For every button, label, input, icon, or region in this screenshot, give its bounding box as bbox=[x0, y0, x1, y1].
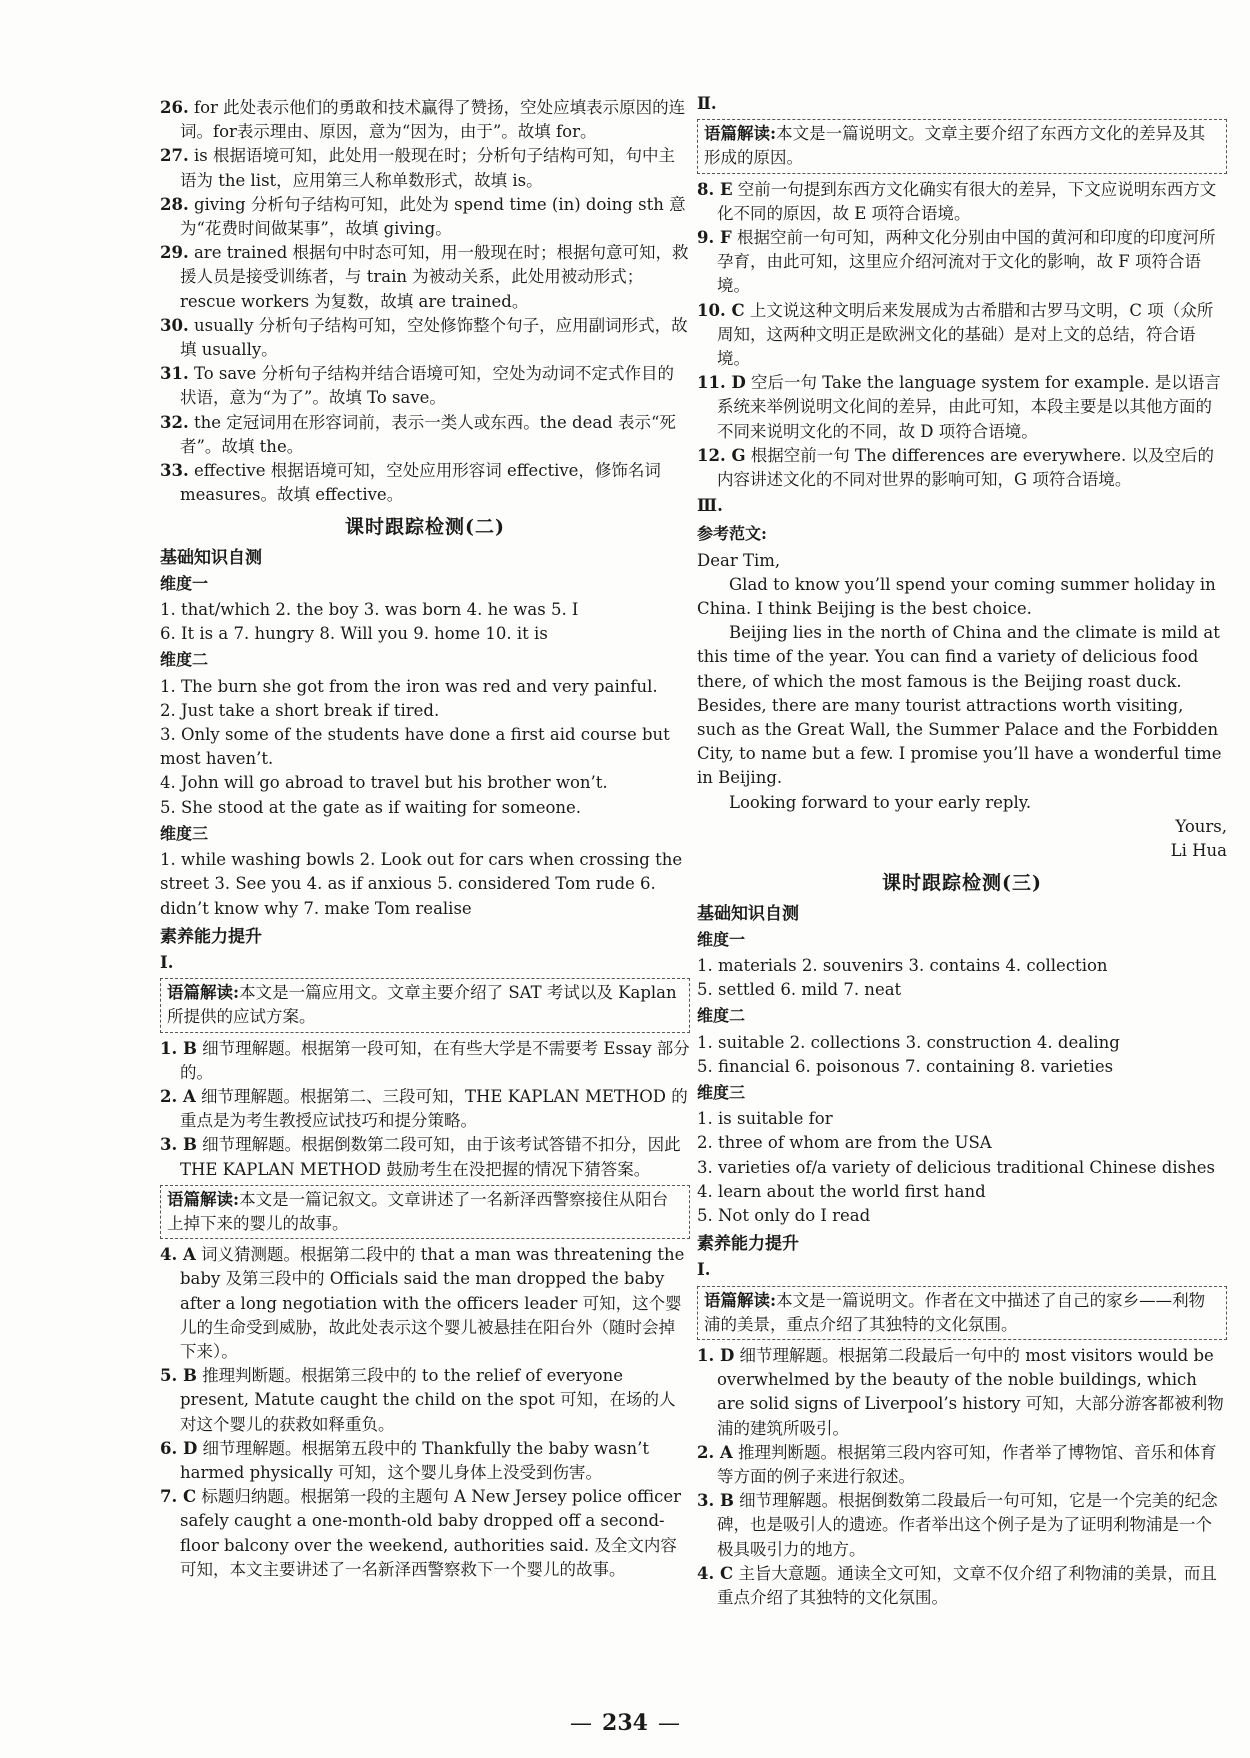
dim3-line: 2. three of whom are from the USA bbox=[697, 1133, 992, 1153]
answer-explanation: 细节理解题。根据第二段最后一句中的 most visitors would be overwhelmed by the beauty of the noble buildings, which are solid signs of Liverpool’s history 可知，大部分游客都被利物浦的建筑所吸引。 bbox=[717, 1345, 1224, 1438]
left-column bbox=[160, 96, 690, 1582]
answer-number: 8. E bbox=[697, 179, 733, 199]
answer-number: 11. D bbox=[697, 373, 746, 393]
answer-explanation: 空前一句提到东西方文化确实有很大的差异，下文应说明东西方文化不同的原因，故 E 项符合语境。 bbox=[717, 179, 1217, 223]
part-1-label: Ⅰ. bbox=[697, 1260, 711, 1280]
answer-item bbox=[160, 314, 690, 362]
answer-explanation: 根据空前一句 The differences are everywhere. 以及空后的内容讲述文化的不同对世界的影响可知，G 项符合语境。 bbox=[717, 445, 1214, 490]
dim3-line: 1. is suitable for bbox=[697, 1109, 833, 1129]
letter-paragraph: Beijing lies in the north of China and the climate is mild at this time of the year. You can find a variety of delicious food there, of which the most famous is the Beijing roast duck. Besides, there are many tourist attractions worth visiting, such as the Great Wall, the Summer Palace and the Forbidden City, to name but a few. I promise you’ll have a wonderful time in Beijing. bbox=[697, 623, 1222, 788]
dim3-line: 5. Not only do I read bbox=[697, 1205, 871, 1225]
answer-item bbox=[160, 193, 690, 241]
ability-heading: 素养能力提升 bbox=[160, 926, 262, 947]
answer-explanation: 推理判断题。根据第三段中的 to the relief of everyone present, Matute caught the child on the spot 可知，在场的人对这个婴儿的获救如释重负。 bbox=[180, 1366, 676, 1434]
box-label: 语篇解读: bbox=[167, 1189, 240, 1209]
box-text: 本文是一篇说明文。文章主要介绍了东西方文化的差异及其形成的原因。 bbox=[704, 124, 1206, 168]
answer-explanation: 细节理解题。根据倒数第二段最后一句可知，它是一个完美的纪念碑，也是吸引人的遗迹。作者举出这个例子是为了证明利物浦是一个极具吸引力的地方。 bbox=[717, 1491, 1218, 1559]
dimension-1-heading: 维度一 bbox=[697, 929, 746, 949]
answer-explanation: 细节理解题。根据第五段中的 Thankfully the baby wasn’t harmed physically 可知，这个婴儿身体上没受到伤害。 bbox=[180, 1438, 649, 1482]
section-title-2: 课时跟踪检测(二) bbox=[345, 516, 505, 539]
answer-item bbox=[160, 1485, 690, 1582]
dimension-2-heading: 维度二 bbox=[160, 650, 209, 670]
reading-note-box bbox=[697, 119, 1227, 173]
answer-number: 2. A bbox=[697, 1442, 733, 1462]
answer-number: 7. C bbox=[160, 1487, 197, 1507]
answer-explanation: 细节理解题。根据第一段可知，在有些大学是不需要考 Essay 部分的。 bbox=[180, 1038, 690, 1082]
dim1-line: 1. materials 2. souvenirs 3. contains 4. collection bbox=[697, 955, 1108, 975]
answer-explanation: 空后一句 Take the language system for example. 是以语言系统来举例说明文化间的差异，由此可知，本段主要是以其他方面的不同来说明文化的不同，故 D 项符合语境。 bbox=[717, 373, 1221, 441]
answer-explanation: giving 分析句子结构可知，此处为 spend time (in) doing sth 意为“花费时间做某事”，故填 giving。 bbox=[180, 194, 686, 239]
answer-explanation: the 定冠词用在形容词前，表示一类人或东西。the dead 表示“死者”。故填 the。 bbox=[180, 412, 676, 456]
answer-number: 28. bbox=[160, 194, 189, 214]
letter-signature: Li Hua bbox=[1170, 841, 1227, 861]
answer-number: 10. C bbox=[697, 300, 745, 320]
answer-item bbox=[160, 1037, 690, 1085]
answer-item bbox=[160, 1133, 690, 1181]
answer-explanation: 根据空前一句可知，两种文化分别由中国的黄河和印度的印度河所孕育，由此可知，这里应介绍河流对于文化的影响，故 F 项符合语境。 bbox=[717, 228, 1216, 296]
answer-explanation: To save 分析句子结构并结合语境可知，空处为动词不定式作目的状语，意为“为了”。故填 To save。 bbox=[180, 364, 675, 408]
box-label: 语篇解读: bbox=[704, 124, 777, 144]
dim2-line: 1. The burn she got from the iron was red and very painful. bbox=[160, 676, 658, 696]
answer-explanation: for 此处表示他们的勇敢和技术赢得了赞扬，空处应填表示原因的连词。for表示理由、原因，意为“因为，由于”。故填 for。 bbox=[180, 98, 686, 142]
answer-explanation: is 根据语境可知，此处用一般现在时；分析句子结构可知，句中主语为 the list，应用第三人称单数形式，故填 is。 bbox=[180, 146, 675, 190]
answer-item bbox=[160, 96, 690, 144]
answer-explanation: 推理判断题。根据第三段内容可知，作者举了博物馆、音乐和体育等方面的例子来进行叙述。 bbox=[717, 1442, 1217, 1486]
answer-number: 29. bbox=[160, 243, 189, 263]
answer-item bbox=[160, 144, 690, 192]
sample-letter bbox=[697, 549, 1227, 864]
dimension-1-heading: 维度一 bbox=[160, 573, 209, 593]
reading-note-box bbox=[160, 1185, 690, 1239]
answer-explanation: 细节理解题。根据第二、三段可知，THE KAPLAN METHOD 的重点是为考生教授应试技巧和提分策略。 bbox=[180, 1086, 688, 1131]
answer-explanation: 上文说这种文明后来发展成为古希腊和古罗马文明，C 项（众所周知，这两种文明正是欧洲文化的基础）是对上文的总结，符合语境。 bbox=[717, 300, 1214, 369]
answer-number: 1. B bbox=[160, 1038, 197, 1058]
dim3-text: 1. while washing bowls 2. Look out for cars when crossing the street 3. See you 4. as if anxious 5. considered Tom rude 6. didn’t know why 7. make Tom realise bbox=[160, 850, 683, 918]
answer-item bbox=[697, 299, 1227, 372]
answer-item bbox=[160, 362, 690, 410]
dim1-line: 1. that/which 2. the boy 3. was born 4. he was 5. I bbox=[160, 600, 579, 620]
answer-item bbox=[697, 1344, 1227, 1441]
answer-explanation: 词义猜测题。根据第二段中的 that a man was threatening the baby 及第三段中的 Officials said the man dropped the baby after a long negotiation with the officers leader 可知，这个婴儿的生命受到威胁，故此处表示这个婴儿被悬挂在阳台外（随时会掉下来）。 bbox=[180, 1245, 685, 1361]
answer-number: 4. C bbox=[697, 1563, 734, 1583]
dim2-line: 2. Just take a short break if tired. bbox=[160, 700, 440, 720]
answer-item bbox=[160, 1364, 690, 1437]
dimension-3-heading: 维度三 bbox=[697, 1082, 746, 1102]
reading-note-box bbox=[697, 1286, 1227, 1340]
dimension-3-heading: 维度三 bbox=[160, 823, 209, 843]
answer-number: 3. B bbox=[160, 1135, 197, 1155]
answer-item bbox=[160, 1243, 690, 1364]
dim3-line: 4. learn about the world first hand bbox=[697, 1181, 986, 1201]
answer-list-1 bbox=[160, 96, 690, 507]
answer-number: 30. bbox=[160, 315, 189, 335]
answer-item bbox=[697, 178, 1227, 226]
part-1-label: Ⅰ. bbox=[160, 952, 174, 972]
answer-item bbox=[160, 411, 690, 459]
letter-paragraph: Looking forward to your early reply. bbox=[729, 792, 1032, 812]
answer-explanation: usually 分析句子结构可知，空处修饰整个句子，应用副词形式，故填 usually。 bbox=[180, 315, 688, 360]
answer-item bbox=[697, 1562, 1227, 1610]
dim1-line: 5. settled 6. mild 7. neat bbox=[697, 980, 902, 1000]
letter-closing: Yours, bbox=[1175, 816, 1227, 836]
ability-heading: 素养能力提升 bbox=[697, 1234, 799, 1255]
part-3-label: Ⅲ. bbox=[697, 496, 723, 516]
answer-number: 33. bbox=[160, 461, 189, 481]
box-label: 语篇解读: bbox=[167, 983, 240, 1003]
answer-item bbox=[697, 1441, 1227, 1489]
basic-knowledge-heading: 基础知识自测 bbox=[697, 903, 799, 924]
answer-number: 4. A bbox=[160, 1245, 196, 1265]
dim2-line: 4. John will go abroad to travel but his brother won’t. bbox=[160, 773, 608, 793]
answer-explanation: 主旨大意题。通读全文可知，文章不仅介绍了利物浦的美景，而且重点介绍了其独特的文化氛围。 bbox=[717, 1563, 1217, 1607]
answer-number: 9. F bbox=[697, 228, 732, 248]
answer-number: 32. bbox=[160, 412, 189, 432]
answer-item bbox=[697, 226, 1227, 299]
answer-list-3 bbox=[160, 1243, 690, 1582]
answer-list-4 bbox=[697, 178, 1227, 493]
answer-explanation: effective 根据语境可知，空处应用形容词 effective，修饰名词 measures。故填 effective。 bbox=[180, 461, 661, 505]
right-column bbox=[697, 90, 1227, 1610]
section-title-3: 课时跟踪检测(三) bbox=[882, 872, 1042, 895]
answer-item bbox=[697, 1489, 1227, 1562]
letter-greeting: Dear Tim, bbox=[697, 550, 781, 570]
page-number: 234 bbox=[602, 1710, 648, 1736]
answer-item bbox=[160, 459, 690, 507]
answer-item bbox=[160, 1085, 690, 1133]
part-2-label: Ⅱ. bbox=[697, 94, 717, 113]
reading-note-box bbox=[160, 978, 690, 1032]
basic-knowledge-heading: 基础知识自测 bbox=[160, 547, 262, 568]
answer-number: 26. bbox=[160, 98, 189, 117]
answer-explanation: are trained 根据句中时态可知，用一般现在时；根据句意可知，救援人员是接受训练者，与 train 为被动关系，此处用被动形式；rescue workers 为复数，故填 are trained。 bbox=[180, 243, 689, 311]
box-text: 本文是一篇应用文。文章主要介绍了 SAT 考试以及 Kaplan 所提供的应试方案。 bbox=[167, 983, 677, 1027]
answer-item bbox=[160, 241, 690, 314]
box-text: 本文是一篇记叙文。文章讲述了一名新泽西警察接住从阳台上掉下来的婴儿的故事。 bbox=[167, 1189, 669, 1233]
box-text: 本文是一篇说明文。作者在文中描述了自己的家乡——利物浦的美景，重点介绍了其独特的文化氛围。 bbox=[704, 1290, 1206, 1334]
answer-number: 5. B bbox=[160, 1366, 197, 1386]
dim2-line: 3. Only some of the students have done a first aid course but most haven’t. bbox=[160, 725, 670, 769]
answer-explanation: 细节理解题。根据倒数第二段可知，由于该考试答错不扣分，因此 THE KAPLAN METHOD 鼓励考生在没把握的情况下猜答案。 bbox=[180, 1135, 681, 1179]
dim2-line: 5. She stood at the gate as if waiting for someone. bbox=[160, 797, 582, 817]
answer-number: 2. A bbox=[160, 1086, 196, 1106]
reference-label: 参考范文: bbox=[697, 524, 767, 544]
answer-item bbox=[697, 371, 1227, 444]
answer-list-5 bbox=[697, 1344, 1227, 1610]
answer-list-2 bbox=[160, 1037, 690, 1182]
dimension-2-heading: 维度二 bbox=[697, 1006, 746, 1026]
answer-number: 6. D bbox=[160, 1438, 198, 1458]
box-label: 语篇解读: bbox=[704, 1290, 777, 1310]
answer-number: 1. D bbox=[697, 1345, 735, 1365]
answer-explanation: 标题归纳题。根据第一段的主题句 A New Jersey police officer safely caught a one-month-old baby dropped off a second-floor balcony over the weekend, authorities said. 及全文内容可知，本文主要讲述了一名新泽西警察救下一个婴儿的故事。 bbox=[180, 1487, 682, 1579]
letter-paragraph: Glad to know you’ll spend your coming summer holiday in China. I think Beijing is the best choice. bbox=[697, 574, 1216, 619]
answer-item bbox=[697, 444, 1227, 492]
dim3-line: 3. varieties of/a variety of delicious traditional Chinese dishes bbox=[697, 1157, 1215, 1177]
answer-number: 12. G bbox=[697, 445, 746, 465]
answer-number: 31. bbox=[160, 364, 189, 384]
answer-number: 27. bbox=[160, 146, 189, 166]
dim2-line: 1. suitable 2. collections 3. construction 4. dealing bbox=[697, 1032, 1120, 1052]
page-footer: — 234 — bbox=[570, 1710, 680, 1736]
dim2-line: 5. financial 6. poisonous 7. containing 8. varieties bbox=[697, 1056, 1114, 1076]
answer-number: 3. B bbox=[697, 1491, 734, 1511]
dim1-line: 6. It is a 7. hungry 8. Will you 9. home 10. it is bbox=[160, 624, 548, 644]
answer-item bbox=[160, 1437, 690, 1485]
